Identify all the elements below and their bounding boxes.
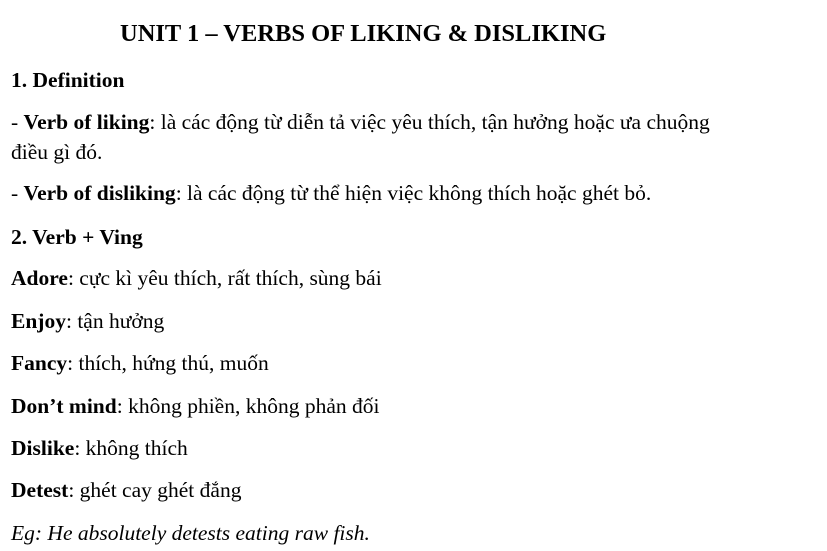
bullet-dash: - [11,110,24,134]
vocab-term: Fancy [11,351,68,375]
vocab-item-dislike [11,435,188,461]
vocab-term: Adore [11,266,68,290]
vocab-meaning: : thích, hứng thú, muốn [67,351,269,375]
vocab-item-detest [11,477,241,503]
example-sentence: Eg: He absolutely detests eating raw fish. [11,521,370,545]
vocab-meaning: : ghét cay ghét đắng [68,478,242,502]
definition-liking [11,109,710,135]
vocab-item-dont-mind [11,393,380,419]
vocab-meaning: : tận hưởng [65,309,165,333]
term-verb-of-liking: Verb of liking [23,110,150,134]
page-title: UNIT 1 – VERBS OF LIKING & DISLIKING [120,20,607,47]
definition-text: : là các động từ diễn tả việc yêu thích, tận hưởng hoặc ưa chuộng [149,110,710,134]
definition-liking-continued: điều gì đó. [11,140,103,164]
vocab-meaning: : cực kì yêu thích, rất thích, sùng bái [67,266,382,290]
vocab-item-enjoy [11,308,164,334]
definition-text: : là các động từ thể hiện việc không thích hoặc ghét bỏ. [175,181,652,205]
vocab-term: Dislike [11,436,75,460]
section-heading-definition: 1. Definition [11,68,125,92]
term-verb-of-disliking: Verb of disliking [23,181,176,205]
vocab-term: Enjoy [11,309,66,333]
vocab-term: Detest [11,478,69,502]
vocab-item-adore [11,265,382,291]
bullet-dash: - [11,181,24,205]
vocab-term: Don’t mind [11,394,117,418]
vocab-meaning: : không phiền, không phản đối [116,394,380,418]
section-heading-verb-ving: 2. Verb + Ving [11,225,143,249]
vocab-meaning: : không thích [74,436,188,460]
definition-disliking [11,180,651,206]
vocab-item-fancy [11,350,269,376]
